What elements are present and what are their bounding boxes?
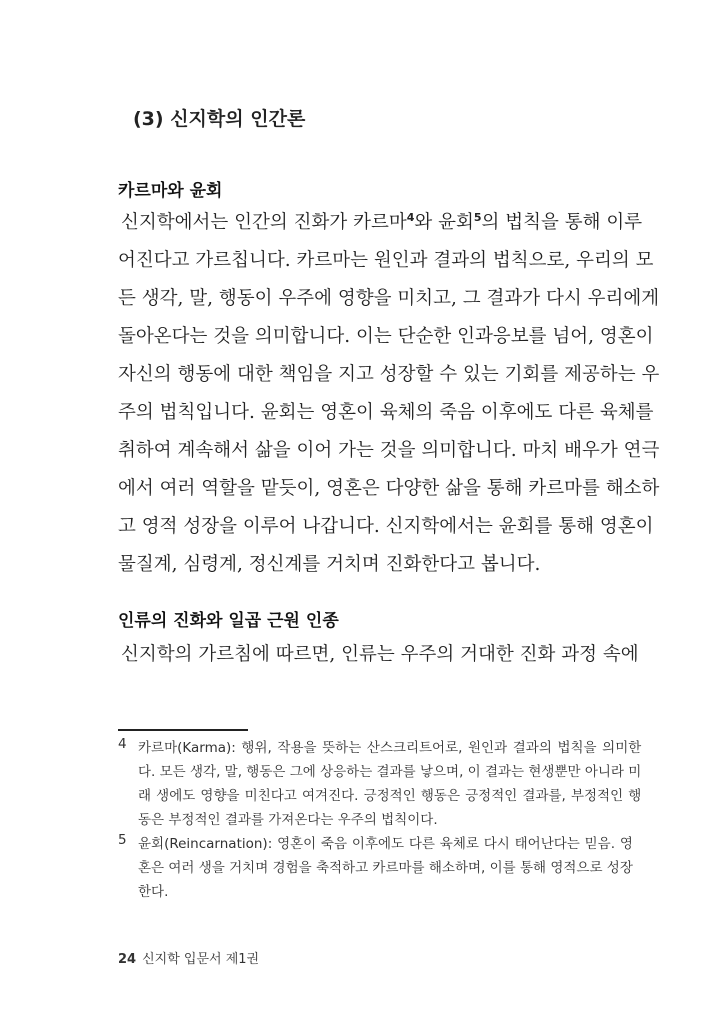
footnote-line: 래 생에도 영향을 미친다고 여겨진다. 긍정적인 행동은 긍정적인 결과를, 부정적인 행 [138,788,642,804]
footnote-line: 윤회(Reincarnation): 영혼이 죽음 이후에도 다른 육체로 다시 태어난다는 믿음. 영 [138,836,633,852]
paragraph-root-races [118,636,639,674]
paragraph-karma [118,204,660,584]
footnote-line: 한다. [138,884,169,900]
paragraph-line: 주의 법칙입니다. 윤회는 영혼이 육체의 죽음 이후에도 다른 육체를 [118,402,654,423]
page-number: 24 [118,952,137,967]
footnote-number: 5 [118,832,127,848]
footnote-ref-5[interactable]: 5 [473,210,482,224]
book-title: 신지학 입문서 제1권 [142,952,260,967]
section-title: (3) 신지학의 인간론 [133,108,306,130]
paragraph-line: 신지학의 가르침에 따르면, 인류는 우주의 거대한 진화 과정 속에 [121,644,639,665]
footnotes [118,736,642,904]
footnote-ref-4[interactable]: 4 [406,210,415,224]
paragraph-line: 물질계, 심령계, 정신계를 거치며 진화한다고 봅니다. [118,554,541,575]
footnote-number: 4 [118,736,127,752]
paragraph-line: 돌아온다는 것을 의미합니다. 이는 단순한 인과응보를 넘어, 영혼이 [118,326,654,347]
page-footer [118,948,259,967]
text-run: 신지학에서는 인간의 진화가 카르마 [121,212,407,233]
paragraph-line: 어진다고 가르칩니다. 카르마는 원인과 결과의 법칙으로, 우리의 모 [118,250,654,271]
text-run: 의 법칙을 통해 이루 [481,212,643,233]
footnote-line: 다. 모든 생각, 말, 행동은 그에 상응하는 결과를 낳으며, 이 결과는 현생뿐만 아니라 미 [138,764,642,780]
paragraph-line [118,204,643,242]
footnote-divider [118,729,248,731]
paragraph-line: 에서 여러 역할을 맡듯이, 영혼은 다양한 삶을 통해 카르마를 해소하 [118,478,660,499]
text-run: 와 윤회 [414,212,474,233]
footnote-line: 카르마(Karma): 행위, 작용을 뜻하는 산스크리트어로, 원인과 결과의 법칙을 의미한 [138,740,642,756]
subsection-heading-karma: 카르마와 윤회 [118,181,223,201]
paragraph-line: 자신의 행동에 대한 책임을 지고 성장할 수 있는 기회를 제공하는 우 [118,364,660,385]
paragraph-line: 든 생각, 말, 행동이 우주에 영향을 미치고, 그 결과가 다시 우리에게 [118,288,660,309]
footnote-4 [118,736,642,832]
subsection-heading-root-races: 인류의 진화와 일곱 근원 인종 [118,611,339,631]
footnote-line: 혼은 여러 생을 거치며 경험을 축적하고 카르마를 해소하며, 이를 통해 영적으로 성장 [138,860,633,876]
footnote-5 [118,832,633,904]
paragraph-line: 고 영적 성장을 이루어 나갑니다. 신지학에서는 윤회를 통해 영혼이 [118,516,654,537]
footnote-line: 동은 부정적인 결과를 가져온다는 우주의 법칙이다. [138,812,438,828]
paragraph-line: 취하여 계속해서 삶을 이어 가는 것을 의미합니다. 마치 배우가 연극 [118,440,660,461]
